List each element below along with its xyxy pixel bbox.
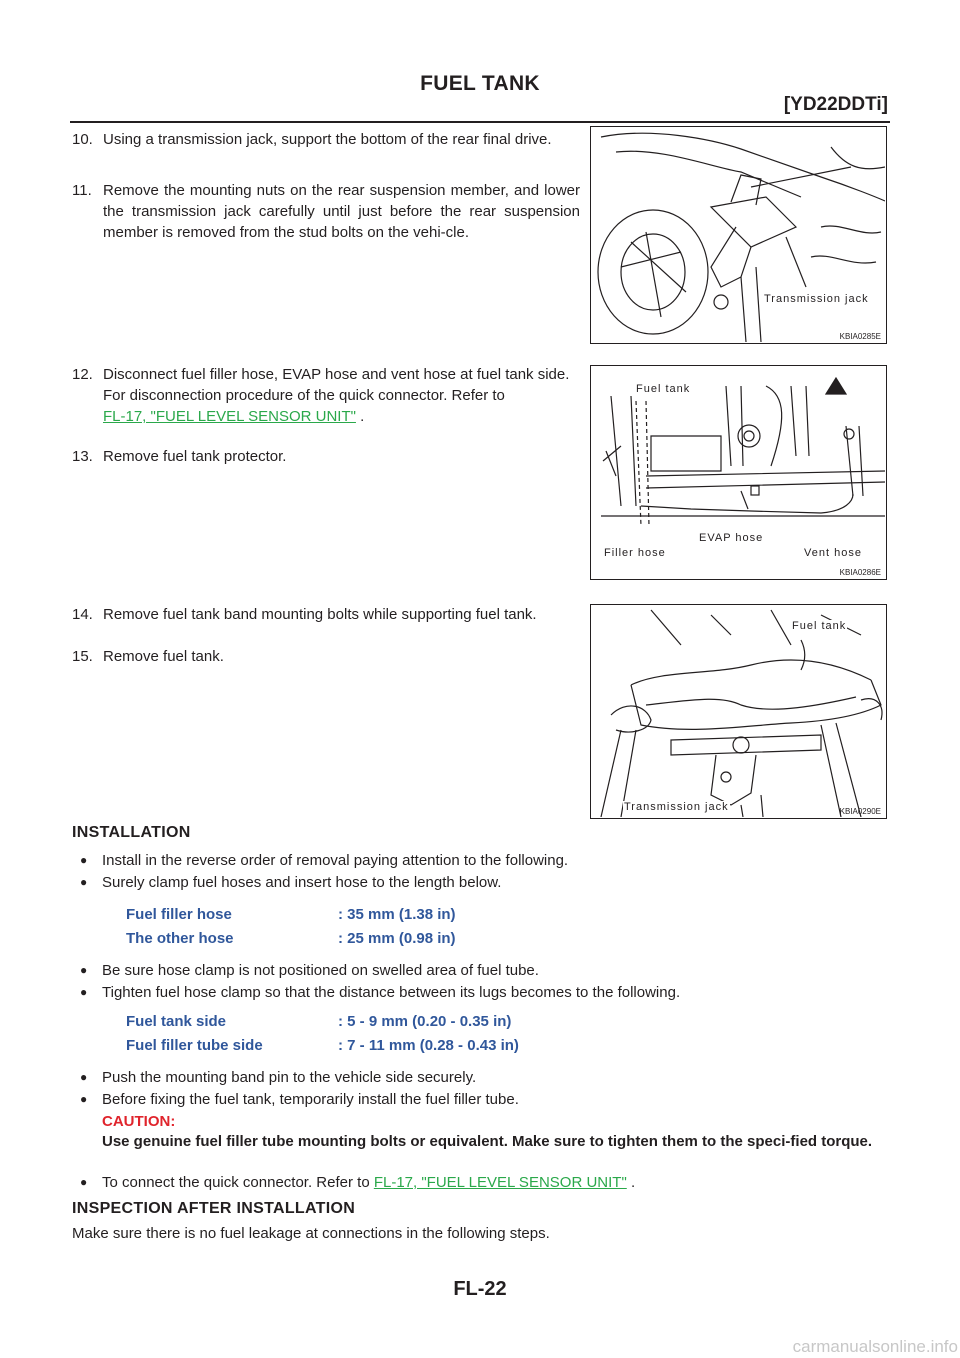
label-transmission-jack: Transmission jack [764,293,869,305]
bullet-text: Before fixing the fuel tank, temporarily install the fuel filler tube. [102,1091,519,1108]
installation-bullet [80,982,892,1003]
installation-heading: INSTALLATION [72,824,191,841]
spec-label: Fuel filler tube side [126,1037,263,1054]
spec-value: : 7 - 11 mm (0.28 - 0.43 in) [338,1037,519,1054]
inspection-heading: INSPECTION AFTER INSTALLATION [72,1200,356,1217]
caution-text: Use genuine fuel filler tube mounting bolts or equivalent. Make sure to tighten them to the speci-fied torque. [102,1133,873,1150]
step-text: Disconnect fuel filler hose, EVAP hose and vent hose at fuel tank side. [103,366,570,383]
header-divider [70,121,890,123]
spec-value: : 25 mm (0.98 in) [338,930,456,947]
label-fuel-tank: Fuel tank [636,383,691,395]
step-11 [72,180,580,243]
installation-bullet [80,1089,892,1110]
spec-row-fuel-filler-tube-side [126,1037,519,1054]
installation-bullet [80,850,892,871]
step-number: 10. [72,131,93,148]
engine-code: [YD22DDTi] [783,94,888,115]
link-suffix: . [355,408,365,425]
installation-bullet [80,960,892,981]
fuel-level-sensor-link[interactable]: FL-17, "FUEL LEVEL SENSOR UNIT" [373,1174,627,1191]
spec-label: The other hose [126,930,234,947]
step-12 [72,364,580,427]
step-14 [72,604,580,625]
bullet-icon: ● [80,1070,88,1084]
label-transmission-jack: Transmission jack [624,801,729,813]
step-number: 11. [72,182,92,199]
page-title: FUEL TANK [420,72,540,95]
spec-label: Fuel filler hose [126,906,232,923]
figure-transmission-jack-support [590,126,887,344]
watermark: carmanualsonline.info [792,1337,958,1356]
figure-hose-connections [590,365,887,580]
step-number: 13. [72,448,93,465]
bullet-text: Tighten fuel hose clamp so that the distance between its lugs becomes to the following. [102,984,681,1001]
figure-code: KBIA0286E [839,568,881,577]
step-13 [72,446,580,467]
step-text: Remove fuel tank band mounting bolts while supporting fuel tank. [103,606,537,623]
bullet-text: Install in the reverse order of removal paying attention to the following. [102,852,569,869]
bullet-icon: ● [80,985,88,999]
spec-label: Fuel tank side [126,1013,227,1030]
spec-row-other-hose [126,930,456,947]
step-text: Remove the mounting nuts on the rear suspension member, and lower the transmission jack carefully until just before the rear suspension member is removed from the stud bolts on the vehi-cle. [103,182,580,241]
inspection-text: Make sure there is no fuel leakage at connections in the following steps. [72,1225,550,1242]
bullet-text: Be sure hose clamp is not positioned on swelled area of fuel tube. [102,962,539,979]
page-number: FL-22 [453,1278,507,1300]
step-text: Using a transmission jack, support the bottom of the rear final drive. [103,131,552,148]
spec-value: : 5 - 9 mm (0.20 - 0.35 in) [338,1013,512,1030]
label-vent-hose: Vent hose [804,547,862,559]
caution-label: CAUTION: [102,1113,176,1130]
installation-bullet [80,872,892,893]
spec-value: : 35 mm (1.38 in) [338,906,456,923]
bullet-icon: ● [80,875,88,889]
step-text: Remove fuel tank. [103,648,224,665]
label-filler-hose: Filler hose [604,547,666,559]
bullet-text: To connect the quick connector. Refer to [102,1174,370,1191]
bullet-text: Push the mounting band pin to the vehicle side securely. [102,1069,477,1086]
label-fuel-tank: Fuel tank [792,620,847,632]
step-number: 14. [72,606,93,623]
bullet-text: Surely clamp fuel hoses and insert hose to the length below. [102,874,502,891]
link-suffix: . [626,1174,636,1191]
figure-fuel-tank-removal [590,604,887,819]
bullet-icon: ● [80,853,88,867]
step-subtext: For disconnection procedure of the quick connector. Refer to [103,387,505,404]
figure-code: KBIA0285E [839,332,881,341]
caution-block [102,1112,892,1152]
spec-row-fuel-tank-side [126,1013,512,1030]
step-15 [72,646,580,667]
bullet-icon: ● [80,1092,88,1106]
step-number: 15. [72,648,93,665]
illustration-fuel-tank-removal [591,605,885,817]
step-text: Remove fuel tank protector. [103,448,287,465]
installation-bullet [80,1067,892,1088]
bullet-icon: ● [80,963,88,977]
illustration-rear-suspension [591,127,885,342]
installation-bullet [80,1172,892,1193]
figure-code: KBIA0290E [839,807,881,816]
step-number: 12. [72,366,93,383]
step-10 [72,129,580,150]
fuel-level-sensor-link[interactable]: FL-17, "FUEL LEVEL SENSOR UNIT" [103,408,356,425]
label-evap-hose: EVAP hose [699,532,764,544]
bullet-icon: ● [80,1175,88,1189]
spec-row-fuel-filler-hose [126,906,456,923]
